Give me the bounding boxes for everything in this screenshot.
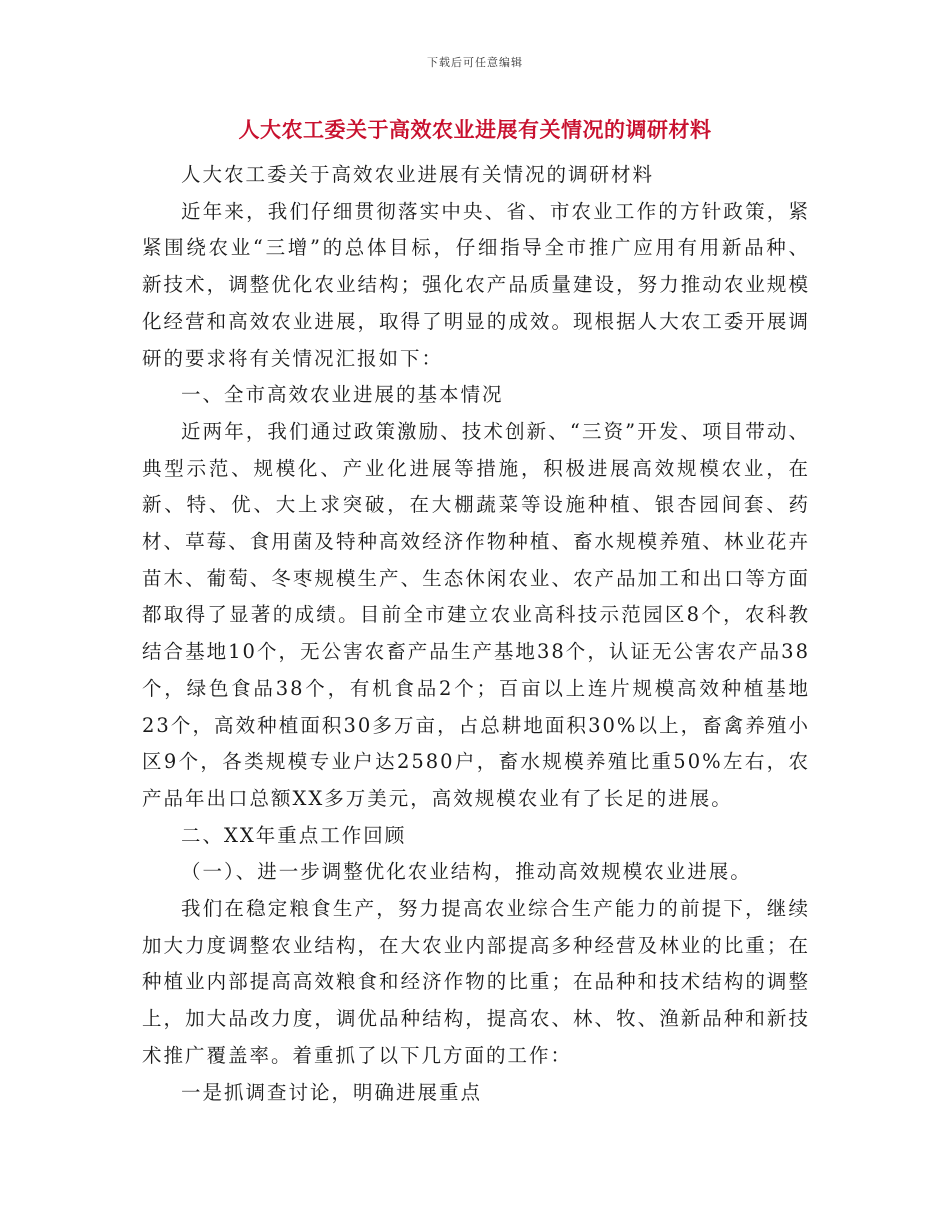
- section-heading-2: 二、XX年重点工作回顾: [181, 823, 407, 847]
- document-body: [142, 157, 810, 1111]
- header-note: 下载后可任意编辑: [427, 56, 523, 69]
- paragraph-basic-situation: 近两年，我们通过政策激励、技术创新、“三资”开发、项目带动、典型示范、规模化、产业化进展等措施，积极进展高效规模农业，在新、特、优、大上求突破，在大棚蔬菜等设施种植、银杏园间套、药材、草莓、食用菌及特种高效经济作物种植、畜水规模养殖、林业花卉苗木、葡萄、冬枣规模生产、生态休闲农业、农产品加工和出口等方面都取得了显著的成绩。目前全市建立农业高科技示范园区8个，农科教结合基地10个，无公害农畜产品生产基地38个，认证无公害农产品38个，绿色食品38个，有机食品2个；百亩以上连片规模高效种植基地23个，高效种植面积30多万亩，占总耕地面积30%以上，畜禽养殖小区9个，各类规模专业户达2580户，畜水规模养殖比重50%左右，农产品年出口总额XX多万美元，高效规模农业有了长足的进展。: [142, 419, 810, 810]
- paragraph-structure-adjustment: 我们在稳定粮食生产，努力提高农业综合生产能力的前提下，继续加大力度调整农业结构，在大农业内部提高多种经营及林业的比重；在种植业内部提高高效粮食和经济作物的比重；在品种和技术结构的调整上，加大品改力度，调优品种结构，提高农、林、牧、渔新品种和新技术推广覆盖率。着重抓了以下几方面的工作：: [142, 897, 810, 1067]
- paragraph-point-1: 一是抓调查讨论，明确进展重点: [181, 1080, 483, 1104]
- paragraph-intro: 近年来，我们仔细贯彻落实中央、省、市农业工作的方针政策，紧紧围绕农业“三增”的总体目标，仔细指导全市推广应用有用新品种、新技术，调整优化农业结构；强化农产品质量建设，努力推动农业规模化经营和高效农业进展，取得了明显的成效。现根据人大农工委开展调研的要求将有关情况汇报如下：: [142, 199, 810, 370]
- subsection-heading-1: （一）、进一步调整优化农业结构，推动高效规模农业进展。: [181, 860, 752, 884]
- paragraph-subtitle: 人大农工委关于高效农业进展有关情况的调研材料: [181, 163, 655, 186]
- section-heading-1: 一、全市高效农业进展的基本情况: [181, 383, 504, 407]
- document-title: 人大农工委关于高效农业进展有关情况的调研材料: [238, 118, 712, 142]
